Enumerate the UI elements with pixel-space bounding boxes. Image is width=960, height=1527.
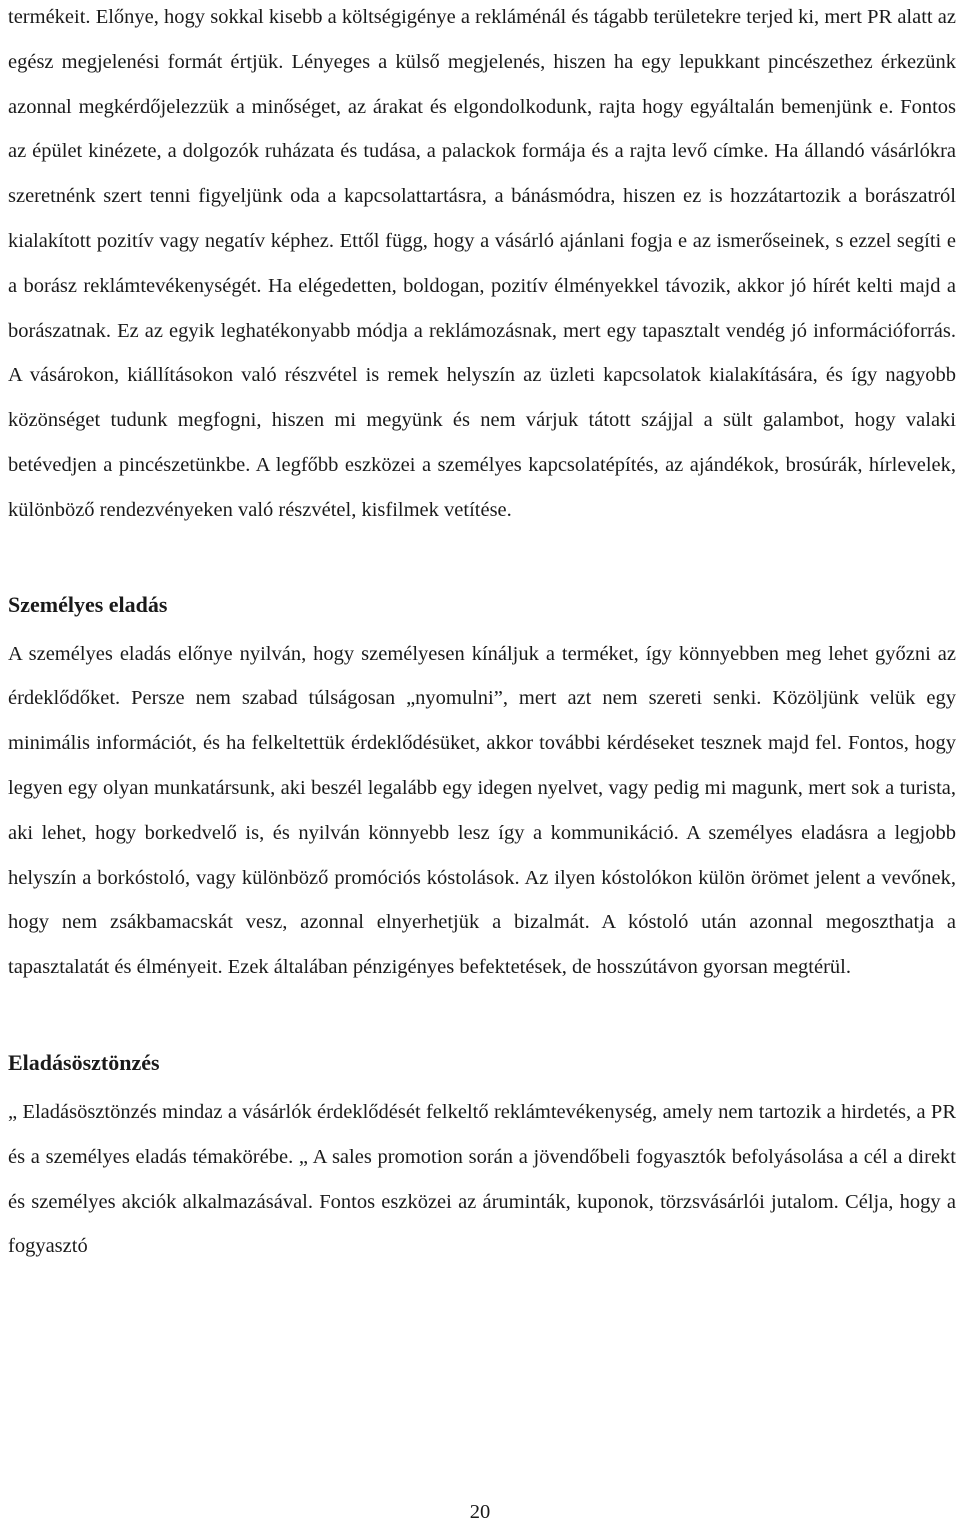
- section-heading-personal-sales: Személyes eladás: [8, 591, 168, 617]
- paragraph-sales-promotion: „ Eladásösztönzés mindaz a vásárlók érdeklődését felkeltő reklámtevékenység, amely nem tartozik a hirdetés, a PR és a személyes eladás témakörébe. „ A sales promotion során a jövendőbeli fogyasztók befolyásolása a cél a direkt és személyes akciók alkalmazásával. Fontos eszközei az áruminták, kuponok, törzsvásárlói jutalom. Célja, hogy a fogyasztó: [8, 1100, 956, 1258]
- section-heading-sales-promotion: Eladásösztönzés: [8, 1049, 160, 1075]
- document-page: [8, 0, 956, 1269]
- paragraph-public-relations: termékeit. Előnye, hogy sokkal kisebb a költségigénye a rekláménál és tágabb területekre terjed ki, mert PR alatt az egész megjelenési formát értjük. Lényeges a külső megjelenés, hiszen ha egy lepukkant pincészethez érkezünk azonnal megkérdőjelezzük a minőséget, az árakat és elgondolkodunk, rajta hogy egyáltalán bemenjünk e. Fontos az épület kinézete, a dolgozók ruházata és tudása, a palackok formája és a rajta levő címke. Ha állandó vásárlókra szeretnénk szert tenni figyeljünk oda a kapcsolattartásra, a bánásmódra, hiszen ez is hozzátartozik a borászatról kialakított pozitív vagy negatív képhez. Ettől függ, hogy a vásárló ajánlani fogja e az ismerőseinek, s ezzel segíti e a borász reklámtevékenységét. Ha elégedetten, boldogan, pozitív élményekkel távozik, akkor jó hírét kelti majd a borászatnak. Ez az egyik leghatékonyabb módja a reklámozásnak, mert egy tapasztalt vendég jó információforrás. A vásárokon, kiállításokon való részvétel is remek helyszín az üzleti kapcsolatok kialakítására, és így nagyobb közönséget tudunk megfogni, hiszen mi megyünk és nem várjuk tátott szájjal a sült galambot, hogy valaki betévedjen a pincészetünkbe. A legfőbb eszközei a személyes kapcsolatépítés, az ajándékok, brosúrák, hírlevelek, különböző rendezvényeken való részvétel, kisfilmek vetítése.: [8, 6, 956, 521]
- paragraph-personal-sales: A személyes eladás előnye nyilván, hogy személyesen kínáljuk a terméket, így könnyebben meg lehet győzni az érdeklődőket. Persze nem szabad túlságosan „nyomulni”, mert azt nem szereti senki. Közöljünk velük egy minimális információt, és ha felkeltettük érdeklődésüket, akkor további kérdéseket tesznek majd fel. Fontos, hogy legyen egy olyan munkatársunk, aki beszél legalább egy idegen nyelvet, vagy pedig mi magunk, mert sok a turista, aki lehet, hogy borkedvelő is, és nyilván könnyebb lesz így a kommunikáció. A személyes eladásra a legjobb helyszín a borkóstoló, vagy különböző promóciós kóstolások. Az ilyen kóstolókon külön örömet jelent a vevőnek, hogy nem zsákbamacskát vesz, azonnal elnyerhetjük a bizalmát. A kóstoló után azonnal megoszthatja a tapasztalatát és élményeit. Ezek általában pénzigényes befektetések, de hosszútávon gyorsan megtérül.: [8, 642, 956, 979]
- page-number: 20: [469, 1501, 491, 1523]
